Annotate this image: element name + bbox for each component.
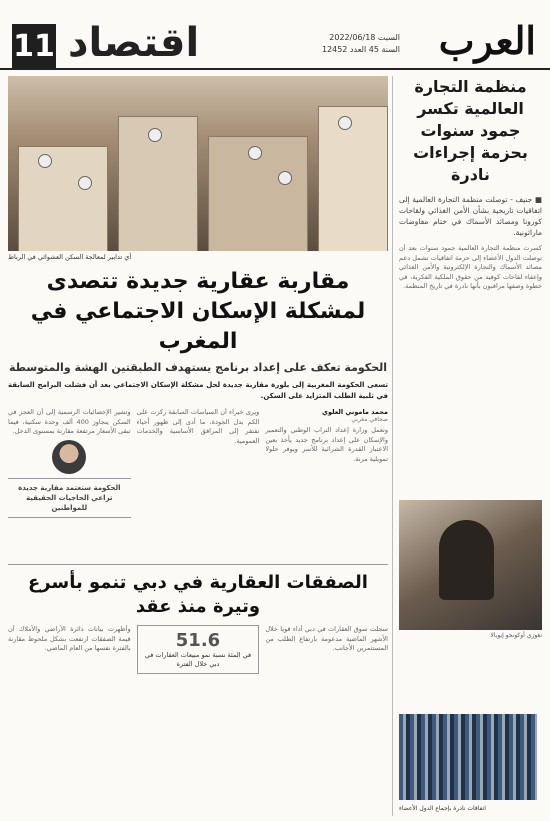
body-paragraph: وأظهرت بيانات دائرة الأراضي والأملاك أن قيمة الصفقات ارتفعت بشكل ملحوظ مقارنة بالفترة نفسها من العام الماضي. bbox=[7, 625, 131, 652]
wto-lead: ■ جنيف - توصلت منظمة التجارة العالمية إلى اتفاقيات تاريخية بشأن الأمن الغذائي ولقاحات كورونا ومصائد الأسماك في ختام مفاوضات ماراثونية. bbox=[399, 195, 542, 237]
issue-number: السنة 45 العدد 12452 bbox=[321, 45, 400, 54]
satellite-dish-icon bbox=[148, 128, 162, 142]
issue-date: السبت 2022/06/18 bbox=[329, 33, 400, 42]
satellite-dish-icon bbox=[278, 171, 292, 185]
satellite-dish-icon bbox=[38, 154, 52, 168]
conference-photo bbox=[399, 714, 537, 800]
masthead bbox=[0, 0, 550, 70]
wto-caption: اتفاقات نادرة بإجماع الدول الأعضاء bbox=[399, 805, 486, 812]
main-article bbox=[8, 76, 388, 816]
body-column bbox=[137, 408, 260, 558]
body-paragraph: سجلت سوق العقارات في دبي أداء قويا خلال الأشهر الماضية مدعومة بارتفاع الطلب من المستثمرين الأجانب. bbox=[265, 625, 388, 652]
pull-quote: الحكومة ستعتمد مقاربة جديدة تراعي الحاجيات الحقيقية للمواطنين bbox=[8, 478, 131, 518]
wto-photo-credit: نغوزي أوكونجو إيويالا bbox=[490, 632, 542, 639]
issue-info bbox=[322, 32, 400, 56]
body-column bbox=[8, 625, 131, 795]
body-paragraph: ويرى خبراء أن السياسات السابقة ركزت على الكم بدل الجودة، ما أدى إلى ظهور أحياء تفتقر إلى المرافق الأساسية والخدمات العمومية. bbox=[136, 408, 260, 445]
wto-headline: منظمة التجارة العالمية تكسر جمود سنوات بحزمة إجراءات نادرة bbox=[413, 77, 528, 184]
newspaper-logo: العرب bbox=[438, 18, 536, 63]
photo-caption: أي تدابير لمعالجة السكن العشوائي في الرباط bbox=[8, 253, 132, 261]
body-column bbox=[265, 625, 388, 795]
divider bbox=[8, 564, 388, 565]
wto-body: كسرت منظمة التجارة العالمية جمود سنوات بعد أن توصلت الدول الأعضاء إلى حزمة اتفاقيات تشمل دعم مصائد الأسماك والتجارة الإلكترونية والأمن الغذائي وإعفاء لقاحات كوفيد من حقوق الملكية الفكرية، في خطوة وصفها مراقبون بأنها نادرة في تاريخ المنظمة. bbox=[399, 244, 542, 290]
wto-article bbox=[392, 76, 542, 816]
section-title: اقتصاد bbox=[68, 20, 200, 66]
main-headline: مقاربة عقارية جديدة تتصدى لمشكلة الإسكان الاجتماعي في المغرب bbox=[30, 269, 366, 354]
satellite-dish-icon bbox=[78, 176, 92, 190]
dubai-headline: الصفقات العقارية في دبي تنمو بأسرع وتيرة منذ عقد bbox=[28, 572, 368, 617]
body-paragraph: وتعمل وزارة إعداد التراب الوطني والتعمير والإسكان على إعداد برنامج جديد يأخذ بعين الاعتبار القدرة الشرائية للأسر ويوفر حلولا تمويلية مرنة. bbox=[265, 426, 388, 463]
main-body-columns bbox=[8, 408, 388, 558]
main-intro: تسعى الحكومة المغربية إلى بلورة مقاربة جديدة لحل مشكلة الإسكان الاجتماعي بعد أن فشلت البرامج السابقة في تلبية الطلب المتزايد على السكن. bbox=[8, 381, 388, 400]
body-column bbox=[137, 625, 260, 795]
byline: محمد ماموني العلوي bbox=[322, 408, 388, 416]
stat-value: 51.6 bbox=[175, 630, 221, 651]
body-paragraph: وتشير الإحصائيات الرسمية إلى أن العجز في السكن يتجاوز 400 ألف وحدة سكنية، فيما تبقى الأسعار مرتفعة مقارنة بمستوى الدخل. bbox=[7, 408, 131, 435]
building bbox=[318, 106, 388, 251]
satellite-dish-icon bbox=[248, 146, 262, 160]
body-column bbox=[8, 408, 131, 558]
wto-portrait-photo bbox=[399, 500, 542, 630]
page-number: 11 bbox=[12, 24, 56, 68]
satellite-dish-icon bbox=[338, 116, 352, 130]
byline-role: صحافي مغربي bbox=[351, 416, 388, 423]
avatar bbox=[52, 440, 86, 474]
building bbox=[18, 146, 108, 251]
rooftops-photo bbox=[8, 76, 388, 251]
dubai-body-columns bbox=[8, 625, 388, 795]
main-subhead: الحكومة تعكف على إعداد برنامج يستهدف الطبقتين الهشة والمتوسطة bbox=[8, 361, 388, 374]
stat-box bbox=[137, 625, 260, 674]
body-column bbox=[265, 408, 388, 558]
stat-label: في المئة نسبة نمو مبيعات العقارات في دبي خلال الفترة bbox=[144, 651, 252, 668]
